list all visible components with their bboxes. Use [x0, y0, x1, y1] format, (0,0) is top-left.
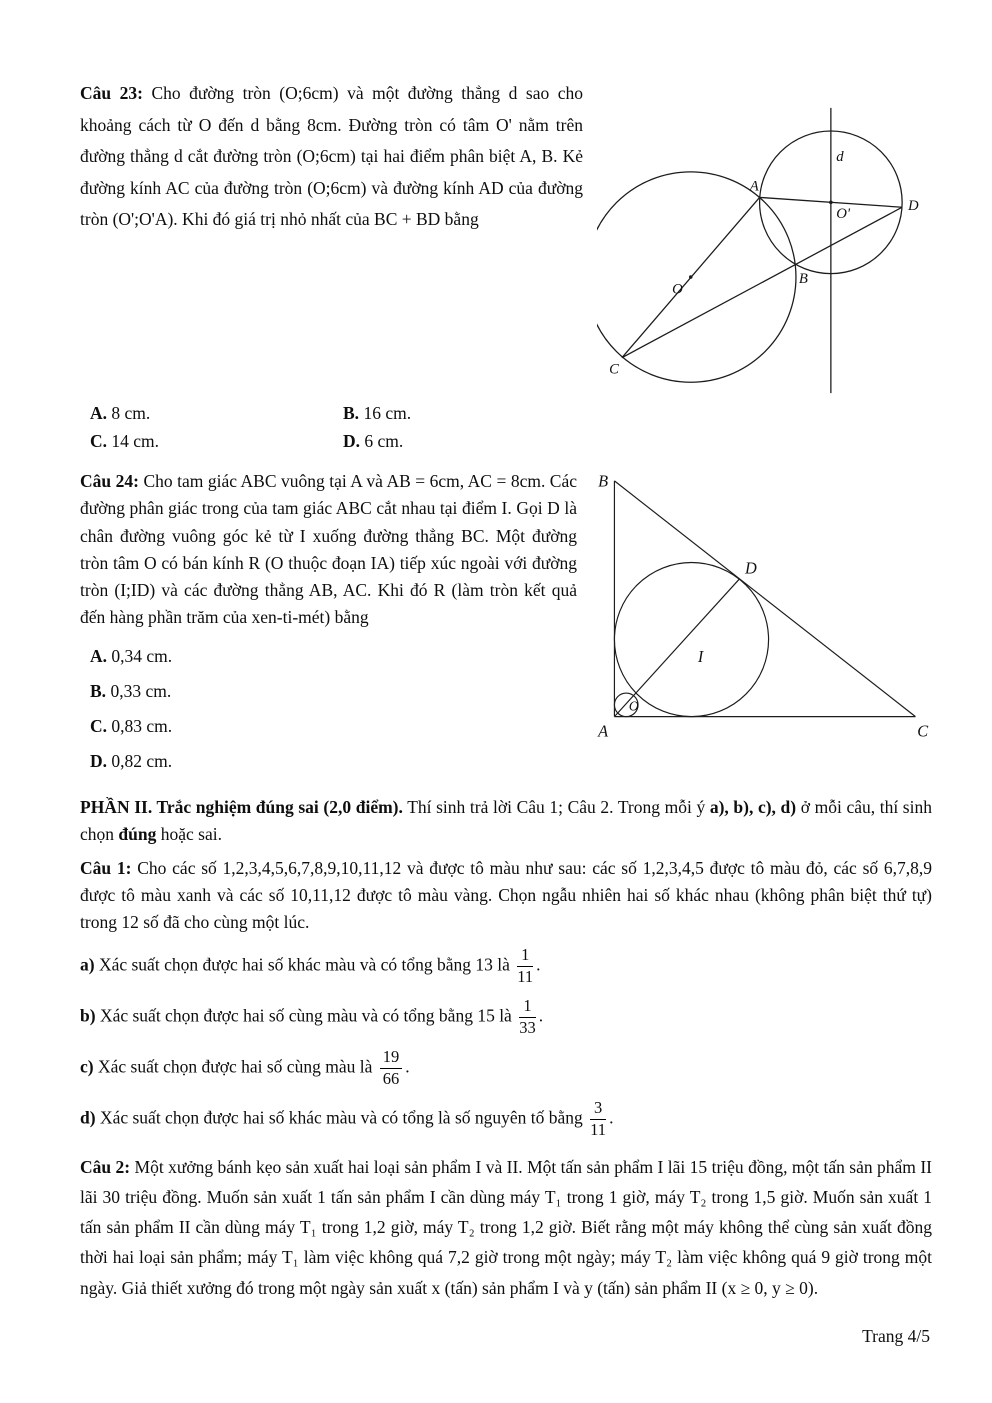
label-A: A — [749, 178, 759, 195]
circle-O — [597, 172, 796, 382]
label-D: D — [908, 198, 919, 215]
point-O-prime — [829, 201, 833, 205]
fraction — [519, 997, 536, 1038]
q23-text: Cho đường tròn (O;6cm) và một đường thẳng d sao cho khoảng cách từ O đến d bằng 8cm. Đường tròn có tâm O' nằm trên đường thẳng d cắt đường tròn (O;6cm) tại hai điểm phân biệt A, B. Kẻ đường kính AC của đường tròn (O;6cm) và đường kính AD của đường tròn (O';O'A). Khi đó giá trị nhỏ nhất của BC + BD bằng — [80, 83, 584, 229]
fraction — [517, 946, 533, 987]
q2-text: Một xưởng bánh kẹo sản xuất hai loại sản phẩm I và II. Một tấn sản phẩm I lãi 15 triệu đồng, một tấn sản phẩm II lãi 30 triệu đồng. Muốn sản xuất 1 tấn sản phẩm I cần dùng máy T₁ trong 1 giờ, máy T₂ trong 1,5 giờ. Muốn sản xuất 1 tấn sản phẩm II cần dùng máy T₁ trong 1,2 giờ, máy T₂ trong 1,2 giờ. Biết rằng một máy không thể cùng sản xuất đồng thời hai loại sản phẩm; máy T₁ làm việc không quá 7,2 giờ trong một ngày; máy T₂ làm việc không quá 9 giờ trong một ngày. Giả thiết xưởng đó trong một ngày sản xuất x (tấn) sản phẩm I và y (tấn) sản phẩm II (x ≥ 0, y ≥ 0). — [80, 1157, 932, 1298]
fraction-numerator: 1 — [517, 946, 533, 967]
part-text: Xác suất chọn được hai số cùng màu và có tổng bằng 15 là — [99, 1005, 512, 1026]
label-A: A — [598, 721, 609, 741]
label-B: B — [598, 471, 609, 491]
option-letter: D. — [343, 431, 361, 451]
part-suffix: . — [538, 1005, 544, 1026]
part-label: a) — [80, 954, 95, 975]
fraction-denominator: 11 — [590, 1120, 607, 1140]
fraction — [380, 1048, 403, 1089]
label-O: O — [628, 698, 639, 714]
q24-triangle-figure — [587, 470, 932, 742]
q1-number: Câu 1: — [80, 858, 132, 879]
q24-number: Câu 24: — [80, 471, 139, 491]
option-letter: A. — [90, 645, 108, 666]
q24-option-d — [90, 751, 932, 772]
fraction-denominator: 11 — [517, 967, 534, 987]
option-text: 16 cm. — [363, 403, 412, 423]
part-label: c) — [80, 1056, 94, 1077]
segment-AD — [614, 579, 739, 717]
q23-option-b — [343, 403, 670, 424]
side-BC — [614, 481, 915, 717]
part2-text1: Thí sinh trả lời Câu 1; Câu 2. Trong mỗi ý — [402, 796, 710, 817]
option-letter: C. — [90, 431, 108, 451]
q1-part-b — [80, 997, 932, 1038]
fraction-denominator: 66 — [382, 1069, 400, 1089]
part2-question-1 — [80, 855, 932, 1140]
q23-number: Câu 23: — [80, 83, 143, 103]
q24-diagram — [587, 470, 932, 742]
part2-items: a), b), c), d) — [709, 796, 797, 817]
q1-text: Cho các số 1,2,3,4,5,6,7,8,9,10,11,12 và được tô màu như sau: các số 1,2,3,4,5 được tô màu đỏ, các số 6,7,8,9 được tô màu xanh và các số 10,11,12 được tô màu vàng. Chọn ngẫu nhiên hai số khác nhau (không phân biệt thứ tự) trong 12 số đã cho cùng một lúc. — [80, 858, 933, 933]
option-text: 6 cm. — [364, 431, 404, 451]
fraction-numerator: 3 — [590, 1099, 606, 1120]
q23-option-c — [90, 431, 343, 452]
q1-statement — [80, 855, 932, 936]
option-text: 0,82 cm. — [111, 750, 173, 771]
option-letter: A. — [90, 403, 108, 423]
q1-part-c — [80, 1048, 932, 1089]
label-C: C — [917, 721, 929, 741]
point-O — [689, 275, 693, 279]
circle-I — [614, 562, 768, 716]
fraction — [590, 1099, 606, 1140]
option-letter: D. — [90, 750, 108, 771]
fraction-numerator: 1 — [519, 997, 536, 1018]
part2-text2: ở mỗi câu, thí sinh chọn — [80, 796, 932, 844]
question-24 — [80, 452, 932, 772]
part-suffix: . — [609, 1107, 614, 1128]
label-d: d — [836, 149, 844, 166]
option-letter: B. — [343, 403, 360, 423]
q2-statement — [80, 1152, 932, 1302]
part2-header — [80, 772, 932, 848]
option-letter: B. — [90, 680, 107, 701]
fraction-denominator: 33 — [519, 1018, 536, 1038]
part-label: b) — [80, 1005, 96, 1026]
option-letter: C. — [90, 715, 108, 736]
option-text: 0,83 cm. — [111, 715, 173, 736]
part-text: Xác suất chọn được hai số khác màu và có tổng bằng 13 là — [98, 954, 510, 975]
fraction-numerator: 19 — [380, 1048, 403, 1069]
option-text: 8 cm. — [111, 403, 151, 423]
part-text: Xác suất chọn được hai số khác màu và có tổng là số nguyên tố bằng — [99, 1107, 583, 1128]
segment-CD — [622, 207, 902, 357]
q23-option-d — [343, 431, 670, 452]
q23-options — [90, 403, 670, 452]
option-text: 14 cm. — [111, 431, 160, 451]
q24-text: Cho tam giác ABC vuông tại A và AB = 6cm, AC = 8cm. Các đường phân giác trong của tam giác ABC cắt nhau tại điểm I. Gọi D là chân đường vuông góc kẻ từ I xuống đường thẳng BC. Một đường tròn tâm O có bán kính R (O thuộc đoạn IA) tiếp xúc ngoài với đường tròn (I;ID) và các đường thẳng AB, AC. Khi đó R (làm tròn kết quả đến hàng phần trăm của xen-ti-mét) bằng — [80, 471, 578, 628]
label-C: C — [609, 361, 619, 378]
part2-dung: đúng — [118, 823, 157, 844]
option-text: 0,33 cm. — [110, 680, 172, 701]
label-D: D — [744, 558, 757, 578]
label-O-prime: O' — [836, 206, 851, 223]
label-I: I — [697, 647, 704, 667]
label-B: B — [798, 270, 808, 287]
page-number: Trang 4/5 — [862, 1326, 930, 1346]
q23-diagram — [597, 104, 932, 397]
part2-text3: hoặc sai. — [156, 823, 222, 844]
q1-part-a — [80, 946, 932, 987]
q2-number: Câu 2: — [80, 1157, 131, 1178]
part-label: d) — [80, 1107, 96, 1128]
q23-circles-figure — [597, 104, 932, 397]
label-O: O — [672, 281, 683, 298]
part2-question-2 — [80, 1152, 932, 1302]
part2-title: PHẦN II. Trắc nghiệm đúng sai (2,0 điểm). — [80, 796, 403, 817]
part-suffix: . — [405, 1056, 410, 1077]
q1-part-d — [80, 1099, 932, 1140]
question-23 — [80, 78, 932, 452]
option-text: 0,34 cm. — [111, 645, 173, 666]
part-text: Xác suất chọn được hai số cùng màu là — [97, 1056, 373, 1077]
q23-option-a — [90, 403, 343, 424]
part-suffix: . — [536, 954, 541, 975]
